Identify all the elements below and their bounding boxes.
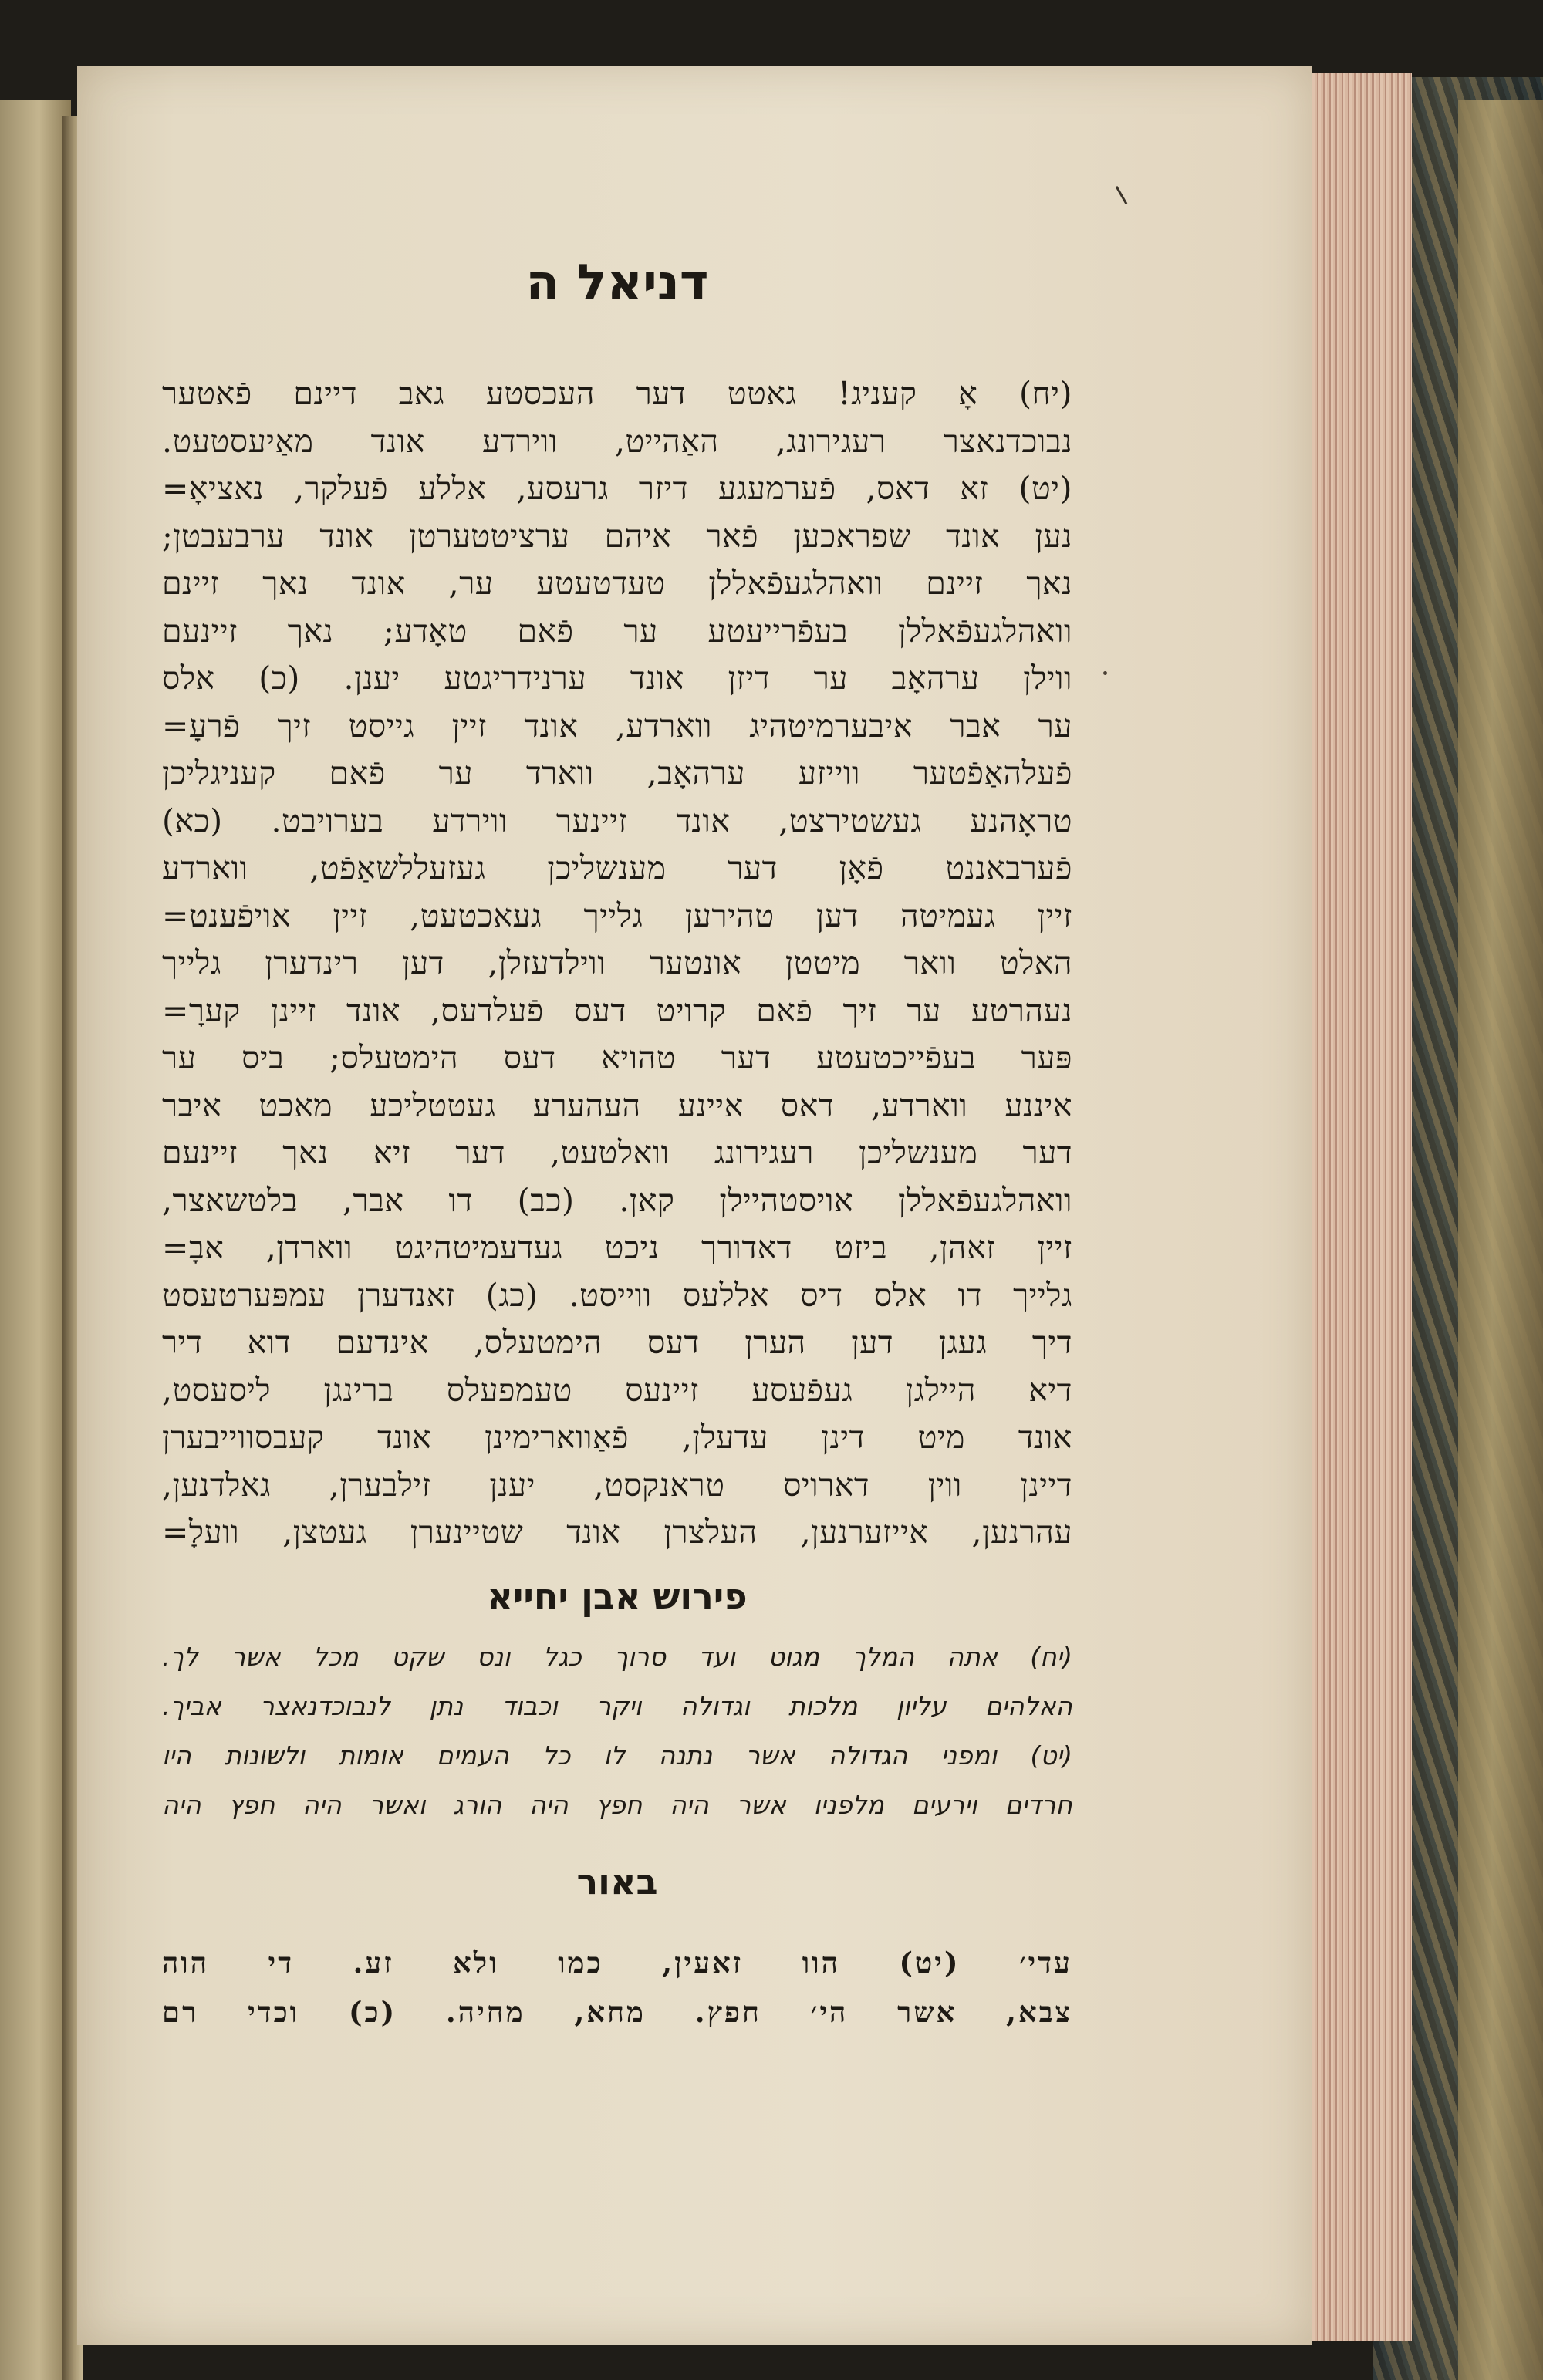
text-line: (יט) זא דאס, פֿערמעגע דיזר גרעסע, אללע פֿעלקר, נאציאָ= xyxy=(162,470,1072,507)
page-text xyxy=(162,255,1072,2037)
text-line: נען אונד שפראכען פֿאר איהם ערציטטערטן אונד ערבעבטן; xyxy=(162,517,1072,555)
commentary-text xyxy=(162,1632,1072,1830)
biur-line: צבא, אשר הי׳ חפץ. מחא, מחיה. (כ) וכדי רם xyxy=(162,1994,1072,2029)
biur-text xyxy=(162,1938,1072,2037)
text-line: עהרנען, אייזערנען, העלצרן אונד שטיינערן געטצן, וועלָ= xyxy=(162,1514,1072,1551)
text-line: נאך זיינם וואהלגעפֿאללן טעדטעטע ער, אונד נאך זיינם xyxy=(162,565,1072,602)
commentary-line: (יח) אתה המלך מגוט ועד סרוך כגל ונס שקט מכל אשר לך. xyxy=(162,1641,1072,1672)
text-line: (יח) אָ קעניג! גאטט דער העכסטע גאב דיינם פֿאטער xyxy=(162,375,1072,412)
commentary-line: (יט) ומפני הגדולה אשר נתנה לו כל העמים אומות ולשונות היו xyxy=(162,1740,1072,1771)
text-line: טראָהנע געשטירצט, אונד זיינער ווירדע בערויבט. (כא) xyxy=(162,802,1072,839)
text-line: נבוכדנאצר רעגירונג, האַהייט, ווירדע אונד מאַיעסטעט. xyxy=(162,422,1072,460)
text-line: וואהלגעפֿאללן בעפֿרייעטע ער פֿאם טאָדע; נאך זיינעם xyxy=(162,612,1072,650)
previous-page-edge xyxy=(0,100,71,2380)
text-line: זיין זאהן, ביזט דאדורך ניכט געדעמיטהיגט ווארדן, אבָ= xyxy=(162,1229,1072,1266)
commentary-title: פירוש אבן יחייא xyxy=(487,1575,748,1617)
page-stack-edges xyxy=(1296,73,1412,2341)
text-line: וואהלגעפֿאללן אויסטהיילן קאן. (כב) דו אבר, בלטשאצר, xyxy=(162,1181,1072,1219)
text-line: נעהרטע ער זיך פֿאם קרויט דעס פֿעלדעס, אונד זיינן קערָ= xyxy=(162,991,1072,1029)
text-line: איננע ווארדע, דאס איינע העהערע געטטליכע מאכט איבר xyxy=(162,1086,1072,1124)
page-header: דניאל ה xyxy=(525,255,709,312)
text-line: ער אבר איבערמיטהיג ווארדע, אונד זיין גייסט זיך פֿרעָ= xyxy=(162,707,1072,744)
text-line: האלט וואר מיטטן אונטער ווילדעזלן, דען רינדערן גלייך xyxy=(162,944,1072,981)
text-line: פֿערבאננט פֿאָן דער מענשליכן געזעללשאַפֿט, ווארדע xyxy=(162,849,1072,886)
biur-line: עדי׳ (יט) הוו זאעין, כמו ולא זע. די הוה xyxy=(162,1945,1072,1980)
text-line: דיא היילגן געפֿעסע זיינעס טעמפעלס ברינגן ליסעסט, xyxy=(162,1371,1072,1409)
main-text xyxy=(162,370,1072,1557)
text-line: פֿעלהאַפֿטער ווייזע ערהאָב, ווארד ער פֿאם קעניגליכן xyxy=(162,755,1072,792)
commentary-line: האלהים עליון מלכות וגדולה ויקר וכבוד נתן לנבוכדנאצר אביך. xyxy=(162,1690,1072,1721)
text-line: ווילן ערהאָב ער דיזן אונד ערנידריגטע יענן. (כ) אלס xyxy=(162,660,1072,697)
cover-spine-edge xyxy=(1458,100,1543,2380)
biur-title: באור xyxy=(576,1860,658,1902)
text-line: דער מענשליכן רעגירונג וואלטעט, דער זיא נאך זיינעם xyxy=(162,1134,1072,1171)
text-line: דיך געגן דען הערן דעס הימטעלס, אינדעם דוא דיר xyxy=(162,1324,1072,1361)
text-line: פּער בעפֿייכטעטע דער טהויא דעס הימטעלס; ביס ער xyxy=(162,1039,1072,1076)
text-line: אונד מיט דינן עדעלן, פֿאַווארימינן אונד קעבסווייבערן xyxy=(162,1419,1072,1456)
commentary-line: חרדים וירעים מלפניו אשר היה חפץ היה הורג ואשר היה חפץ היה xyxy=(162,1789,1072,1820)
ink-dot xyxy=(1103,671,1107,675)
text-line: דיינן ווין דארויס טראנקסט, יענן זילבערן, גאלדנען, xyxy=(162,1466,1072,1504)
text-line: גלייך דו אלס דיס אללעס ווייסט. (כג) זאנדערן עמפּערטעסט xyxy=(162,1276,1072,1314)
text-line: זיין געמיטה דען טהירען גלייך געאכטעט, זיין אויפֿענט= xyxy=(162,896,1072,934)
